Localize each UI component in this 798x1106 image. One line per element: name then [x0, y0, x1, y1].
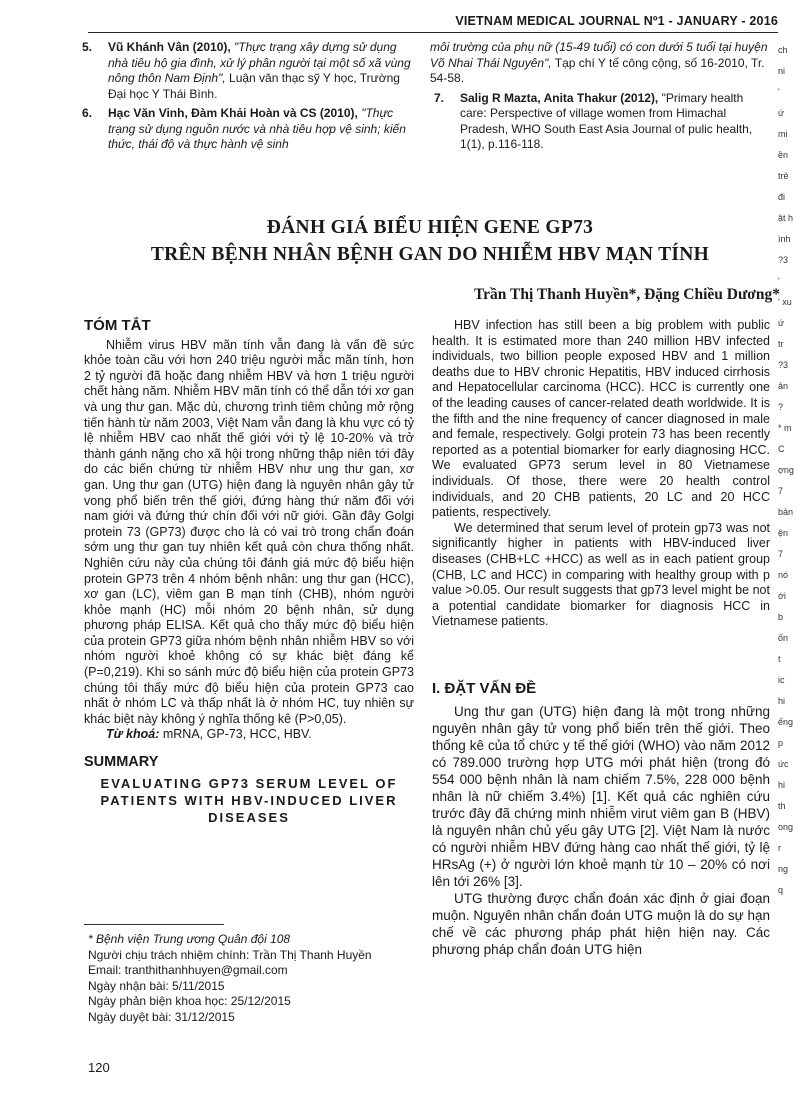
edge-fragment: th — [778, 801, 786, 811]
reference-authors: Salig R Mazta, Anita Thakur (2012), — [460, 90, 659, 105]
article-title-line-2: TRÊN BỆNH NHÂN BỆNH GAN DO NHIỄM HBV MẠN TÍNH — [150, 244, 710, 265]
right-column — [432, 318, 770, 630]
keywords — [84, 727, 414, 743]
edge-fragment: ền — [778, 150, 789, 160]
edge-fragment: trẻ — [778, 171, 789, 181]
reference-source: "Primary health care: Perspective of village women from Himachal Pradesh, WHO South East Asia Journal of pulic health, 1(1), p.116-118. — [460, 90, 753, 151]
edge-fragment: ni — [778, 66, 786, 76]
edge-fragment: ật h — [778, 213, 794, 223]
edge-fragment: b — [778, 612, 784, 622]
edge-fragment: ốn — [778, 633, 789, 643]
journal-header: VIETNAM MEDICAL JOURNAL Nº1 - JANUARY - 2016 — [455, 14, 778, 28]
edge-fragment: ếng — [778, 717, 794, 727]
references-right-column — [430, 40, 768, 157]
introduction-paragraph-2: UTG thường được chẩn đoán xác định ở giai đoạn muộn. Nguyên nhân chẩn đoán UTG muộn là do sự hạn chế về các phương pháp phát hiện hiện nay. Các phương pháp chẩn đoán UTG hiện — [432, 891, 770, 957]
edge-fragment: ản — [778, 381, 789, 391]
footnote-email: Email: tranthithanhhuyen@gmail.com — [88, 963, 288, 977]
left-column — [84, 318, 414, 826]
reference-item — [78, 40, 418, 102]
edge-fragment: C — [778, 444, 785, 454]
edge-fragment: ức — [778, 759, 789, 769]
edge-fragment: nó — [778, 570, 789, 580]
edge-fragment: ứ — [778, 318, 785, 328]
summary-title: EVALUATING GP73 SERUM LEVEL OF PATIENTS WITH HBV-INDUCED LIVER DISEASES — [100, 775, 398, 825]
edge-fragment: 7 — [778, 549, 784, 559]
reference-number: 6. — [82, 106, 93, 120]
keywords-label: Từ khoá: — [106, 727, 160, 742]
edge-fragment: ợng — [778, 465, 794, 475]
footnote-reviewed: Ngày phản biện khoa học: 25/12/2015 — [88, 994, 291, 1008]
edge-fragment: hi — [778, 696, 786, 706]
edge-fragment: * m — [778, 423, 792, 433]
edge-fragment: ?3 — [778, 255, 789, 265]
edge-fragment: hi — [778, 780, 786, 790]
header-divider — [88, 32, 778, 33]
edge-fragment: bản — [778, 507, 794, 517]
abstract-en-paragraph-1: HBV infection has still been a big problem with public health. It is estimated more than 240 million HBV infected individuals, two billion people exposed HBV and 1 million deaths due to HBV chronic Hepatitis, HBV induced cirrhosis and Hepatocellular carcinoma (HCC). HCC is currently one of the leading causes of cancer-related death worldwide. It is the fifth and the nine frequency of cancer diagnosed in male and female, respectively. Golgi protein 73 has been recently reported as a potential biomarker for early diagnosing HCC. We evaluated GP73 serum level in 80 Vietnamese individuals. Of those, there were 20 health control individuals, and 20 CHB patients, 20 LC and 20 HCC patients, respectively. — [432, 318, 770, 520]
edge-fragment: ình — [778, 234, 791, 244]
reference-title: "Thực trạng xây dựng sử dụng nhà tiêu hộ gia đình, xử lý phân người tại một số xã vùng nông thôn Nam Định", — [108, 40, 411, 85]
edge-fragment: ới — [778, 591, 786, 601]
footnote-divider — [84, 924, 224, 925]
page-number: 120 — [88, 1060, 110, 1075]
reference-title: môi trường của phụ nữ (15-49 tuổi) có con dưới 5 tuổi tại huyện Võ Nhai Thái Nguyên", — [430, 40, 768, 70]
footnote-responsible: Người chịu trách nhiệm chính: Trần Thị Thanh Huyền — [88, 947, 372, 962]
adjacent-page-edge-fragments — [778, 40, 798, 1106]
introduction-heading: I. ĐẶT VẤN ĐỀ — [432, 680, 537, 697]
article-authors: Trần Thị Thanh Huyền*, Đặng Chiều Dương* — [473, 286, 780, 303]
abstract-vi-heading: TÓM TẮT — [84, 317, 151, 334]
reference-title: "Thực trạng sử dụng nguồn nước và nhà tiêu hợp vệ sinh; kiến thức, thái độ và thực hành vệ sinh — [108, 106, 406, 151]
edge-fragment: r — [778, 843, 781, 853]
introduction-section — [432, 680, 770, 958]
footnote-affiliation: * Bệnh viện Trung ương Quân đội 108 — [88, 932, 291, 946]
reference-authors: Hạc Văn Vinh, Đàm Khải Hoàn và CS (2010), — [108, 106, 358, 120]
edge-fragment: 7 — [778, 486, 784, 496]
edge-fragment: ?3 — [778, 360, 789, 370]
reference-item — [78, 106, 418, 153]
edge-fragment: ic — [778, 675, 785, 685]
edge-fragment: đi — [778, 192, 786, 202]
edge-fragment: ện — [778, 528, 789, 538]
edge-fragment: ứ — [778, 108, 785, 118]
article-title — [90, 214, 770, 268]
reference-number: 5. — [82, 40, 93, 54]
abstract-en-paragraph-2: We determined that serum level of protein gp73 was not significantly higher in patients with HBV-induced liver diseases (CHB+LC +HCC) as well as in each patient group (CHB, LC and HCC) in comparing with healthy group with p value >0.05. Our result suggests that gp73 level might be not a potential candidate biomarker for diagnosis HCC in Vietnamese patients. — [432, 520, 770, 629]
edge-fragment: tr — [778, 339, 784, 349]
edge-fragment: ? — [778, 402, 784, 412]
edge-fragment: ong — [778, 822, 794, 832]
abstract-vi-body: Nhiễm virus HBV mãn tính vẫn đang là vấn đề sức khỏe toàn cầu với hơn 240 triệu người mắc mãn tính, hơn 2 tỷ người đã hoặc đang nhiễm HBV và hơn 1 triệu người chết hàng năm. Nhiễm HBV mãn tính có thể dẫn tới xơ gan và ung thư gan. Mặc dù, chương trình tiêm chủng mở rộng tiến hành từ năm 2003, Việt Nam vẫn đang là khu vực có tỷ lệ nhiễm HBV cao nhất thế giới với tỷ lệ 10-20% và trở thành gánh nặng cho xã hội trong những thập niên tới đây do các biến chứng từ nhiễm HBV như ung thư gan, xơ gan. Ung thư gan (UTG) hiện đang là nguyên nhân gây tử vong phổ biến trên thế giới, đứng hàng thứ năm đối với nam giới và đứng thứ chín đối với nữ giới. Gần đây Golgi protein 73 (GP73) được cho là có vai trò trong chẩn đoán sớm ung thư gan tuy nhiên kết quả còn chưa thống nhất. Nghiên cứu này của chúng tôi đánh giá mức độ biểu hiện protein GP73 trên 4 nhóm bệnh nhân: ung thư gan (HCC), xơ gan (LC), viêm gan B mạn tính (CHB), nhóm người khỏe mạnh (HC) mỗi nhóm 20 bệnh nhân, sử dụng phương pháp ELISA. Kết quả cho thấy mức độ biểu hiện của protein GP73 giữa nhóm bệnh nhân nhiễm HBV so với nhóm người khoẻ không có sự khác biệt đáng kể (P=0,219). Khi so sánh mức độ biểu hiện của protein GP73 chúng tôi thấy mức độ biểu hiện của protein GP73 cao nhất ở nhóm LC và thấp nhất là ở nhóm HC, tuy nhiên sự khác biệt này không ý nghĩa thống kê (P>0,05). — [84, 337, 414, 726]
reference-item — [430, 91, 768, 153]
footnote-received: Ngày nhận bài: 5/11/2015 — [88, 978, 225, 993]
article-title-line-1: ĐÁNH GIÁ BIỂU HIỆN GENE GP73 — [266, 217, 594, 238]
reference-source: Luận văn thạc sỹ Y học, Trường Đại học Y Thái Bình. — [108, 71, 400, 101]
edge-fragment: ch — [778, 45, 788, 55]
introduction-paragraph-1: Ung thư gan (UTG) hiện đang là một trong những nguyên nhân gây tử vong phổ biến trên thế giới. Theo thống kê của tổ chức y tế thế giới (WHO) vào năm 2012 có 789.000 trường hợp UTG mới phát hiện (trong đó 554 000 bệnh nhân là nam chiếm 7.5%, 228 000 bệnh nhân là nữ chiếm 3.4%) [1]. Kết quả các nghiên cứu trước đây đã chứng minh nhiễm virut viêm gan B (HBV) là nguyên nhân chủ yếu gây UTG [2]. Việt Nam là nước có người nhiễm HBV đứng hàng cao nhất thế giới, tỷ lệ HRsAg (+) ở người lớn khoẻ mạnh từ 10 – 20% có nơi lên tới 26% [3]. — [432, 704, 770, 889]
footnote-approved: Ngày duyệt bài: 31/12/2015 — [88, 1009, 235, 1024]
reference-continuation — [430, 40, 768, 87]
keywords-value: mRNA, GP-73, HCC, HBV. — [159, 727, 312, 742]
footnotes — [88, 932, 418, 1025]
edge-fragment: ng — [778, 864, 789, 874]
edge-fragment: ' — [778, 276, 780, 286]
edge-fragment: mi — [778, 129, 788, 139]
reference-number: 7. — [434, 90, 445, 105]
edge-fragment: q — [778, 885, 784, 895]
reference-authors: Vũ Khánh Vân (2010), — [108, 40, 231, 54]
edge-fragment: ' — [778, 87, 780, 97]
references-left-column — [78, 40, 418, 157]
edge-fragment: p — [778, 738, 784, 748]
edge-fragment: ' xu — [778, 297, 792, 307]
summary-heading: SUMMARY — [84, 754, 159, 771]
reference-source: Tạp chí Y tế công cộng, số 16-2010, Tr. 54-58. — [430, 55, 765, 85]
edge-fragment: t — [778, 654, 781, 664]
